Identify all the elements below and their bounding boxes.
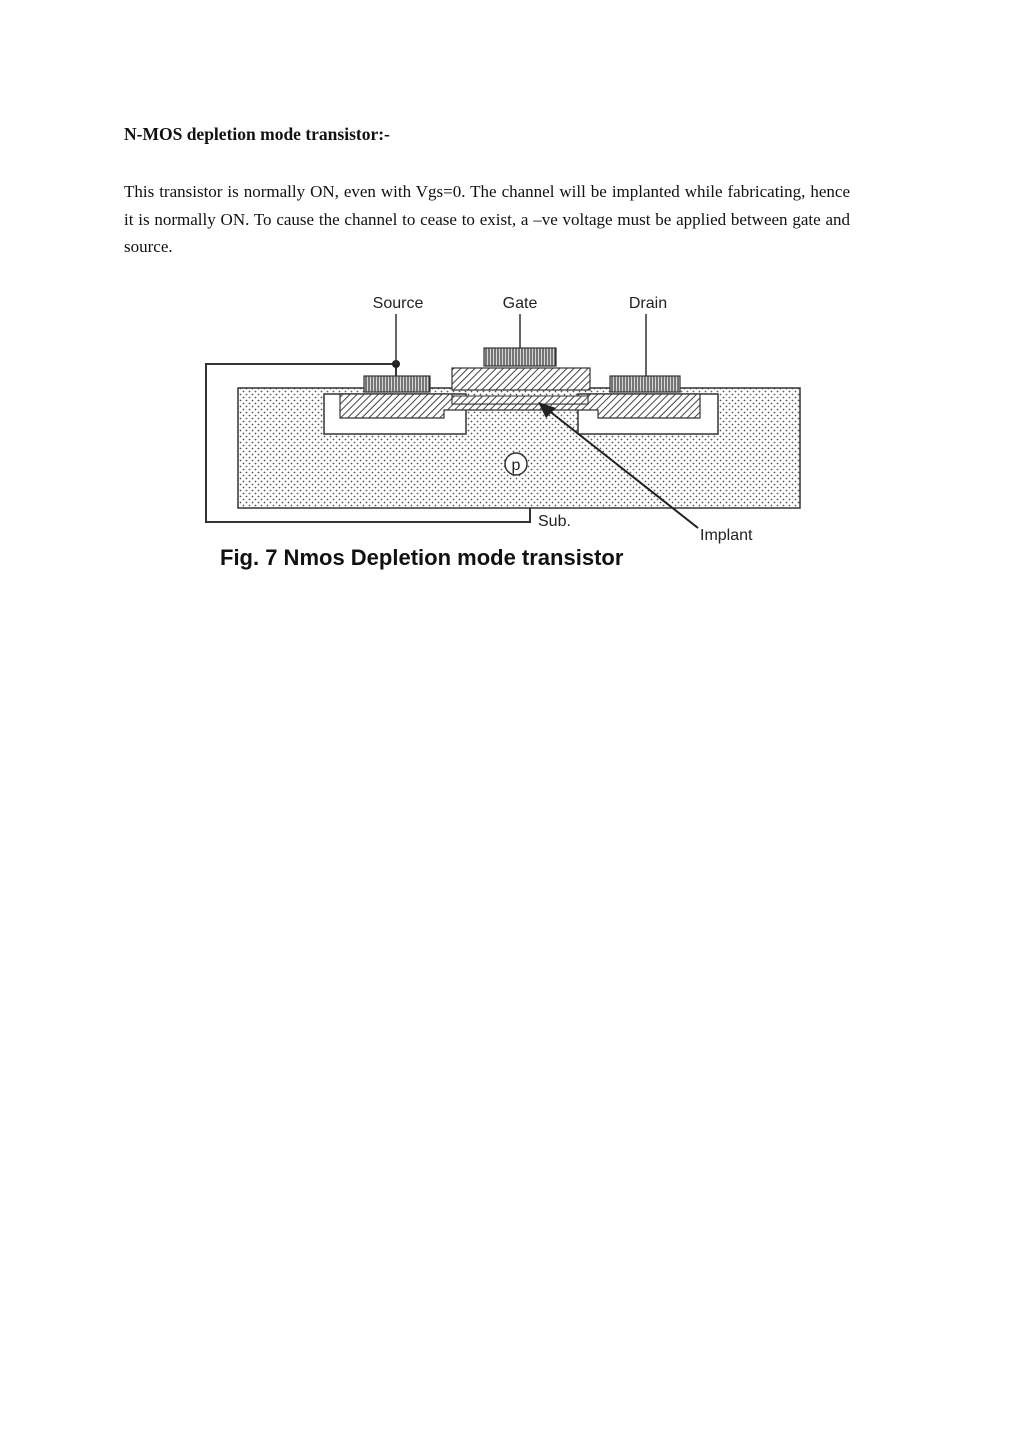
source-contact [364, 376, 430, 392]
gate-contact [484, 348, 556, 366]
nmos-depletion-figure [200, 282, 812, 577]
body-paragraph: This transistor is normally ON, even with Vgs=0. The channel will be implanted while fabricating, hence it is normally ON. To cause the channel to cease to exist, a –ve voltage must be applied between gate and source. [124, 182, 850, 256]
section-heading: N-MOS depletion mode transistor:- [124, 124, 390, 144]
source-label: Source [372, 295, 424, 312]
gate-label: Gate [502, 295, 538, 312]
substrate-label: Sub. [538, 513, 571, 530]
drain-label: Drain [628, 295, 668, 312]
gate-oxide [452, 368, 590, 390]
drain-contact [610, 376, 680, 392]
transistor-diagram [200, 282, 812, 577]
implant-layer [452, 396, 588, 404]
p-region-label: p [511, 457, 521, 474]
figure-caption: Fig. 7 Nmos Depletion mode transistor [220, 545, 624, 570]
implant-label: Implant [700, 527, 753, 544]
